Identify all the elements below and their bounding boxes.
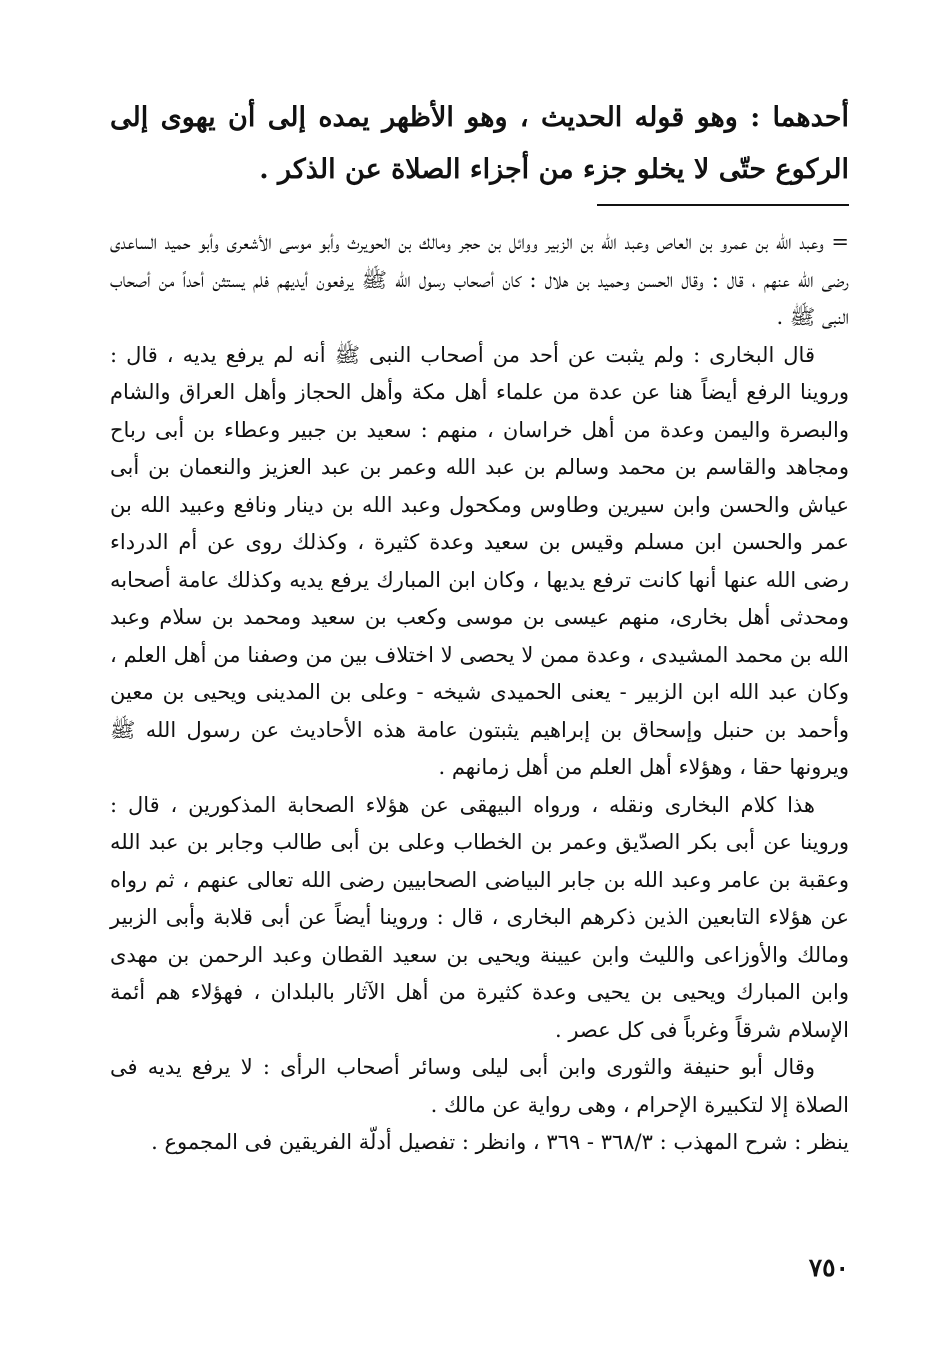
footnote-paragraph: وقال أبو حنيفة والثورى وابن أبى ليلى وسائر أصحاب الرأى : لا يرفع يديه فى الصلاة إلا لتكبيرة الإحرام ، وهى رواية عن مالك . bbox=[110, 1055, 849, 1117]
footnote-paragraph: هذا كلام البخارى ونقله ، ورواه البيهقى عن هؤلاء الصحابة المذكورين ، قال : وروينا عن أبى بكر الصدّيق وعمر بن الخطاب وعلى بن أبى طالب وجابر بن عبد الله وعقبة بن عامر وعبد الله بن جابر البياضى الصحابيين رضى الله تعالى عنهم ، ثم رواه عن هؤلاء التابعين الذين ذكرهم البخارى ، قال : وروينا أيضاً عن أبى قلابة وأبى الزبير ومالك والأوزاعى والليث وابن عيينة ويحيى بن سعيد القطان وعبد الرحمن بن مهدى وابن المبارك ويحيى بن يحيى وعدة كثيرة من أهل الآثار بالبلدان ، فهؤلاء هم أئمة الإسلام شرقاً وغرباً فى كل عصر . bbox=[110, 792, 849, 1042]
page-number: ٧٥٠ bbox=[808, 1253, 849, 1282]
footnote-paragraph: = وعبد الله بن عمرو بن العاص وعبد الله بن الزبير ووائل بن حجر ومالك بن الحويرث وأبو موسى الأشعرى وأبو حميد الساعدى رضى الله عنهم ، قال : وقال الحسن وحميد بن هلال : كان أصحاب رسول الله ﷺ يرفعون أيديهم فلم يستثن أحداً من أصحاب النبى ﷺ . bbox=[110, 230, 849, 329]
footnote-paragraph: قال البخارى : ولم يثبت عن أحد من أصحاب النبى ﷺ أنه لم يرفع يديه ، قال : وروينا الرفع أيضاً هنا عن عدة من علماء أهل مكة وأهل الحجاز وأهل العراق والشام والبصرة واليمن وعدة من أهل خراسان ، منهم : سعيد بن جبير وعطاء بن أبى رباح ومجاهد والقاسم بن محمد وسالم بن عبد الله وعمر بن عبد العزيز والنعمان بن أبى عياش والحسن وابن سيرين وطاوس ومكحول وعبد الله بن دينار ونافع وعبيد الله بن عمر والحسن ابن مسلم وقيس بن سعيد وعدة كثيرة ، وكذلك روى عن أم الدرداء رضى الله عنها أنها كانت ترفع يديها ، وكان ابن المبارك يرفع يديه وكذلك عامة أصحابه ومحدثى أهل بخارى، منهم عيسى بن موسى وكعب بن سعيد ومحمد بن سلام وعبد الله بن محمد المشيدى ، وعدة ممن لا يحصى لا اختلاف بين من وصفنا من أهل العلم ، وكان عبد الله ابن الزبير - يعنى الحميدى شيخه - وعلى بن المدينى ويحيى بن معين وأحمد بن حنبل وإسحاق بن إبراهيم يثبتون عامة هذه الأحاديث عن رسول الله ﷺ ويرونها حقا ، وهؤلاء أهل العلم من أهل زمانهم . bbox=[110, 342, 849, 779]
footnotes-section bbox=[110, 224, 849, 1162]
main-paragraph bbox=[110, 92, 849, 196]
footnote-divider bbox=[597, 204, 849, 206]
footnote-reference: ينظر : شرح المهذب : ٣٦٨/٣ - ٣٦٩ ، وانظر : تفصيل أدلّة الفريقين فى المجموع . bbox=[151, 1130, 849, 1154]
main-lead-word: أحدهما : bbox=[750, 102, 849, 133]
main-body-text: وهو قوله الحديث ، وهو الأظهر يمده إلى أن يهوى إلى الركوع حتّى لا يخلو جزء من أجزاء الصلاة عن الذكر . bbox=[110, 102, 849, 185]
